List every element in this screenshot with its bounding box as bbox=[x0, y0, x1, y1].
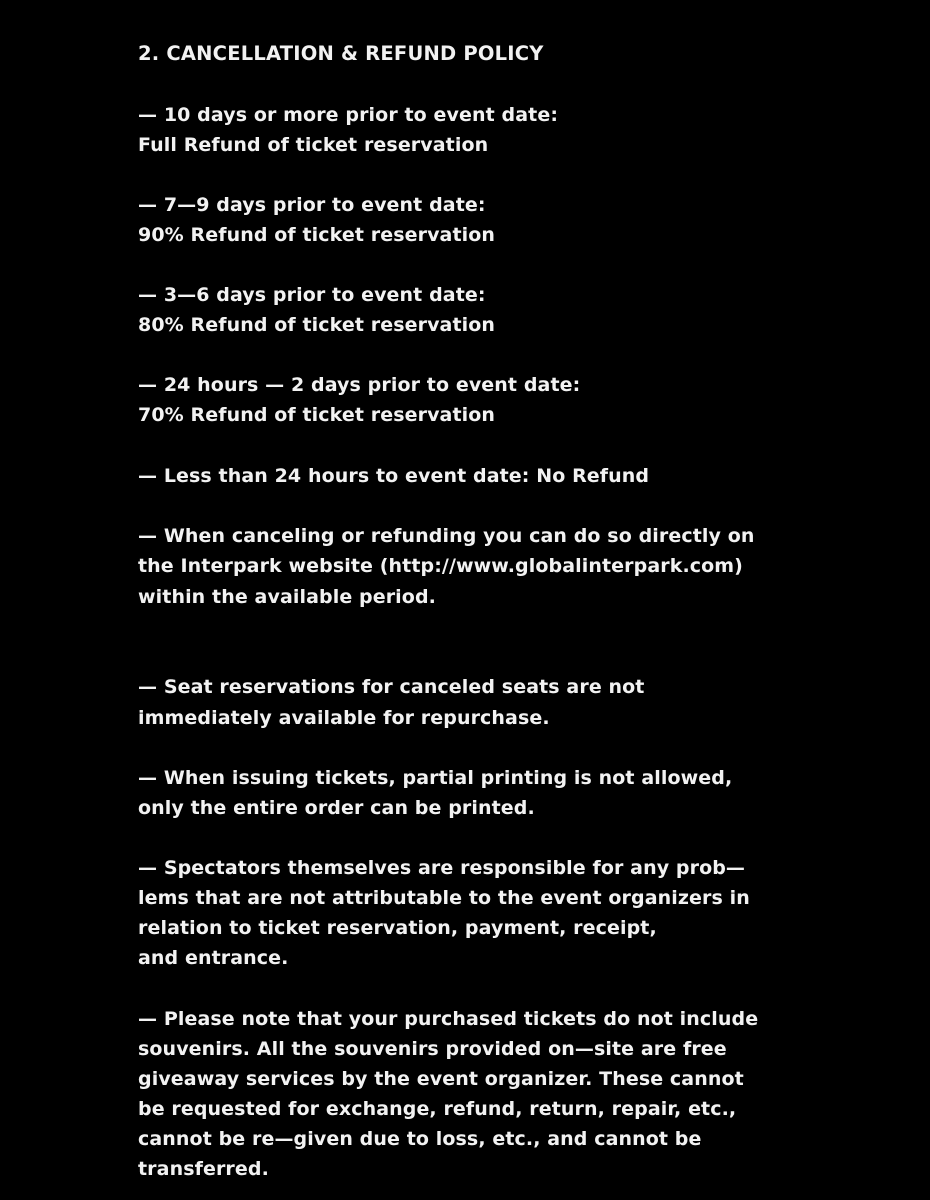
policy-line: — Less than 24 hours to event date: No Refund bbox=[138, 465, 650, 487]
policy-title: 2. CANCELLATION & REFUND POLICY bbox=[138, 42, 544, 65]
policy-line: 90% Refund of ticket reservation bbox=[138, 224, 496, 246]
policy-line: — When canceling or refunding you can do so directly on bbox=[138, 525, 755, 547]
policy-line: giveaway services by the event organizer. These cannot bbox=[138, 1068, 744, 1090]
policy-line: within the available period. bbox=[138, 586, 436, 608]
policy-line: immediately available for repurchase. bbox=[138, 707, 550, 729]
policy-line: — Please note that your purchased tickets do not include bbox=[138, 1008, 759, 1030]
policy-line: — Seat reservations for canceled seats are not bbox=[138, 676, 645, 698]
policy-line: lems that are not attributable to the event organizers in bbox=[138, 887, 750, 909]
policy-line: be requested for exchange, refund, return, repair, etc., bbox=[138, 1098, 737, 1120]
policy-line: Full Refund of ticket reservation bbox=[138, 134, 489, 156]
policy-line: relation to ticket reservation, payment, receipt, bbox=[138, 917, 657, 939]
policy-line: and entrance. bbox=[138, 947, 289, 969]
policy-line: transferred. bbox=[138, 1158, 269, 1180]
policy-line: the Interpark website (http://www.globalinterpark.com) bbox=[138, 555, 743, 577]
policy-line: — 7—9 days prior to event date: bbox=[138, 194, 486, 216]
policy-line: 70% Refund of ticket reservation bbox=[138, 404, 496, 426]
policy-line: — 3—6 days prior to event date: bbox=[138, 284, 486, 306]
policy-line: 80% Refund of ticket reservation bbox=[138, 314, 496, 336]
policy-line: — 24 hours — 2 days prior to event date: bbox=[138, 374, 581, 396]
policy-line: — Spectators themselves are responsible for any prob— bbox=[138, 857, 746, 879]
policy-line: souvenirs. All the souvenirs provided on—site are free bbox=[138, 1038, 727, 1060]
policy-line: only the entire order can be printed. bbox=[138, 797, 535, 819]
policy-line: cannot be re—given due to loss, etc., and cannot be bbox=[138, 1128, 702, 1150]
policy-line: — When issuing tickets, partial printing is not allowed, bbox=[138, 767, 733, 789]
policy-line: — 10 days or more prior to event date: bbox=[138, 104, 559, 126]
